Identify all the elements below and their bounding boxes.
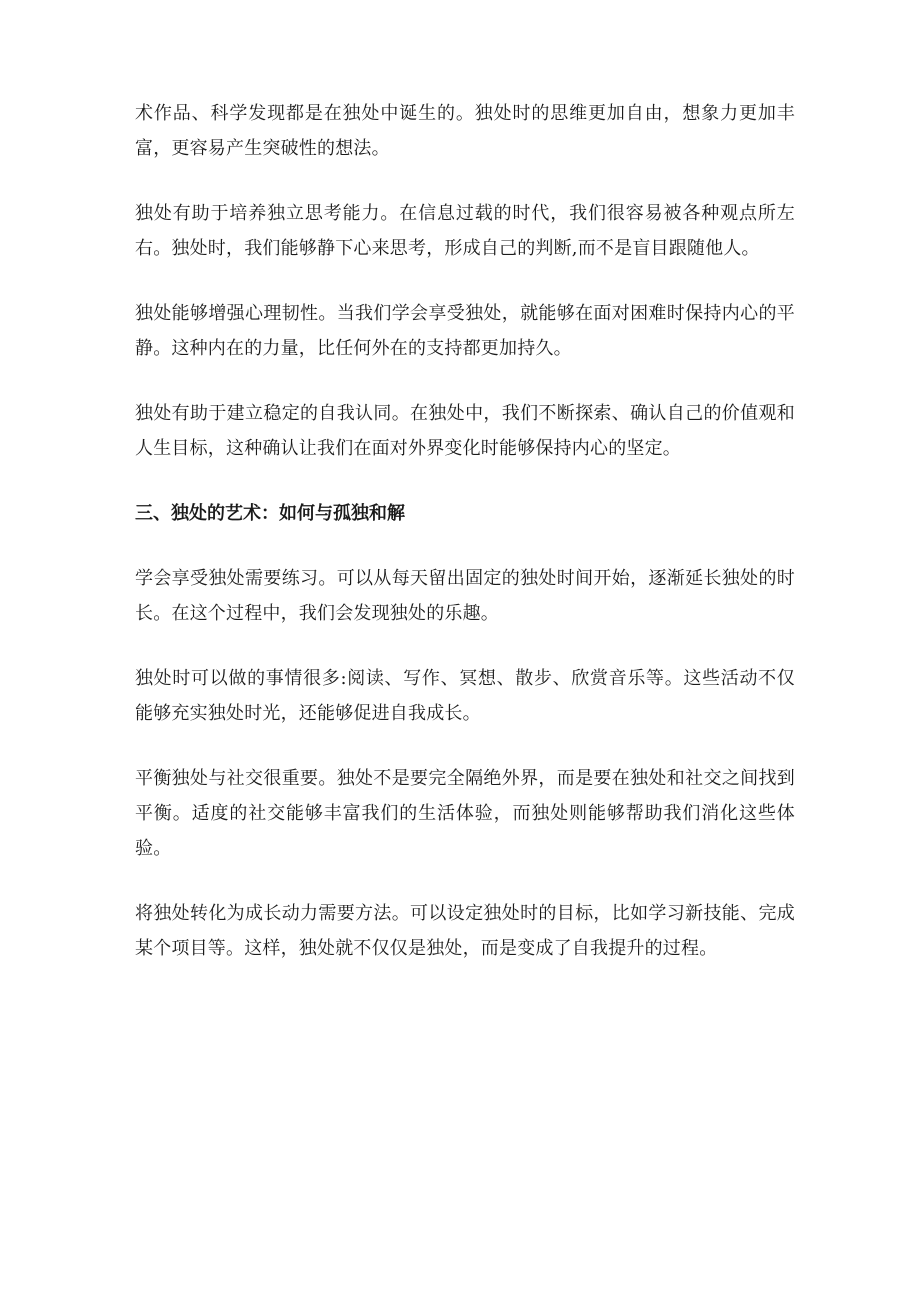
- paragraph-growth: 将独处转化为成长动力需要方法。可以设定独处时的目标，比如学习新技能、完成某个项目等。这样，独处就不仅仅是独处，而是变成了自我提升的过程。: [135, 903, 795, 959]
- paragraph-balance: 平衡独处与社交很重要。独处不是要完全隔绝外界，而是要在独处和社交之间找到平衡。适度的社交能够丰富我们的生活体验，而独处则能够帮助我们消化这些体验。: [135, 768, 795, 859]
- section-heading: 三、独处的艺术：如何与孤独和解: [135, 503, 405, 524]
- paragraph-creativity: 术作品、科学发现都是在独处中诞生的。独处时的思维更加自由，想象力更加丰富，更容易产生突破性的想法。: [135, 103, 795, 159]
- paragraph-resilience: 独处能够增强心理韧性。当我们学会享受独处，就能够在面对困难时保持内心的平静。这种内在的力量，比任何外在的支持都更加持久。: [135, 303, 795, 359]
- paragraph-practice: 学会享受独处需要练习。可以从每天留出固定的独处时间开始，逐渐延长独处的时长。在这个过程中，我们会发现独处的乐趣。: [135, 568, 795, 624]
- paragraph-self-identity: 独处有助于建立稳定的自我认同。在独处中，我们不断探索、确认自己的价值观和人生目标，这种确认让我们在面对外界变化时能够保持内心的坚定。: [135, 403, 795, 459]
- document-body: [135, 96, 795, 996]
- paragraph-activities: 独处时可以做的事情很多:阅读、写作、冥想、散步、欣赏音乐等。这些活动不仅能够充实独处时光，还能够促进自我成长。: [135, 668, 795, 724]
- paragraph-independent-thinking: 独处有助于培养独立思考能力。在信息过载的时代，我们很容易被各种观点所左右。独处时，我们能够静下心来思考，形成自己的判断,而不是盲目跟随他人。: [135, 203, 795, 259]
